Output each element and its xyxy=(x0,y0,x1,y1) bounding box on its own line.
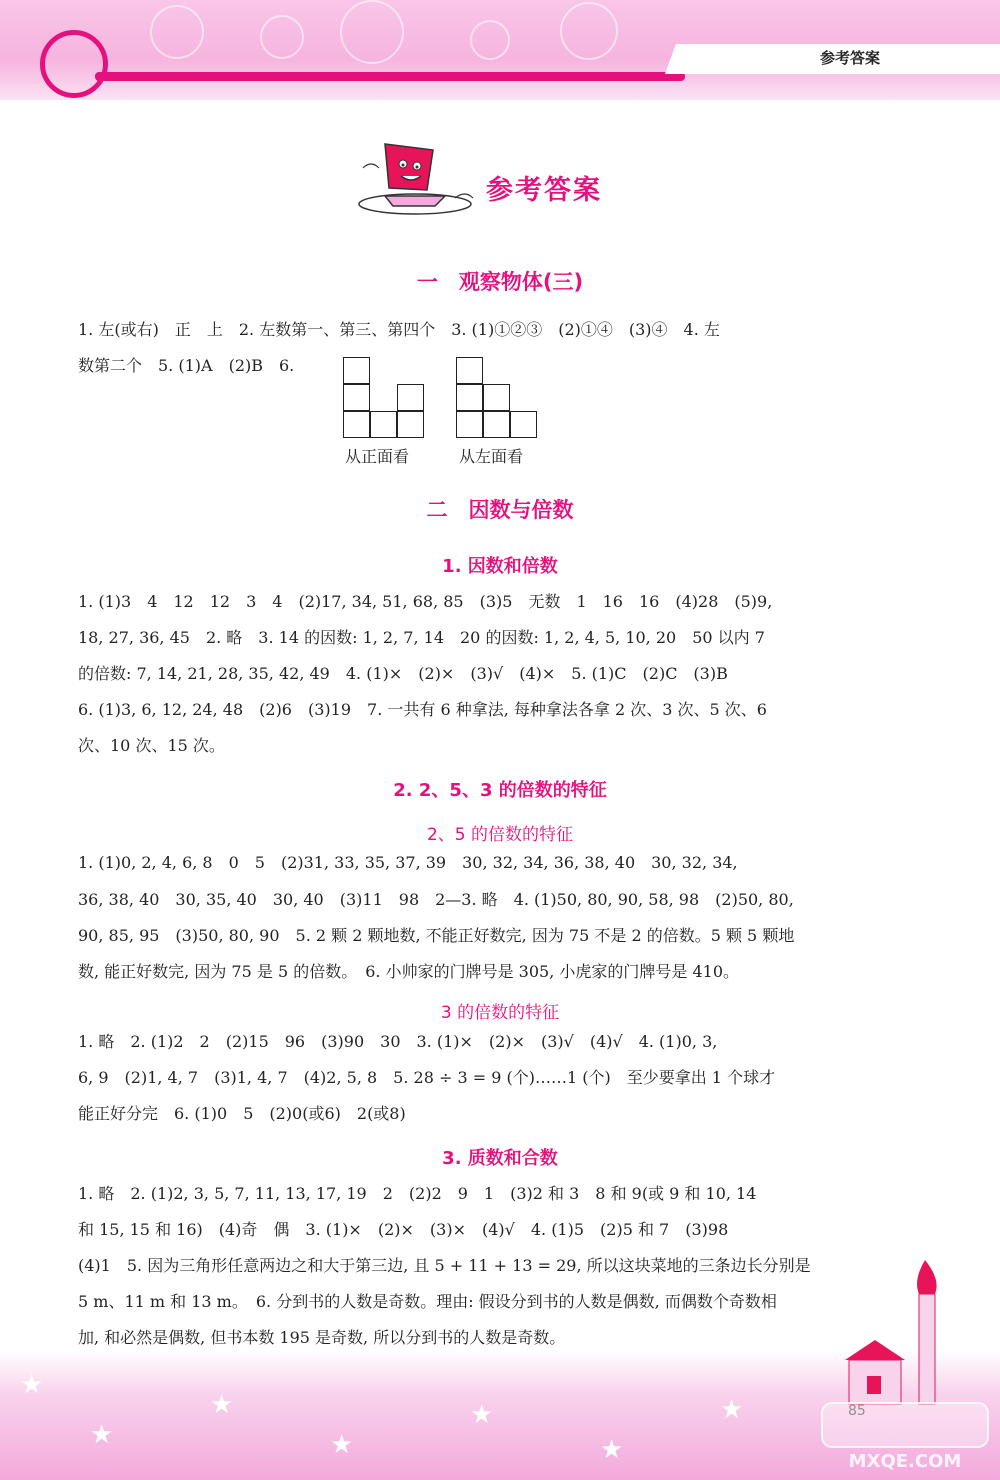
grid-cell xyxy=(370,411,397,438)
grid-cell xyxy=(343,411,370,438)
section-1-line: 6. (1)3, 6, 12, 24, 48 (2)6 (3)19 7. 一共有 6 种拿法, 每种拿法各拿 2 次、3 次、5 次、6 xyxy=(78,700,767,719)
bubble-decoration xyxy=(150,5,204,59)
subsection-2-5-line: 36, 38, 40 30, 35, 40 30, 40 (3)11 98 2—3. 略 4. (1)50, 80, 90, 58, 98 (2)50, 80, xyxy=(78,890,794,909)
grid-cell xyxy=(456,411,483,438)
section-3-line: 5 m、11 m 和 13 m。 6. 分到书的人数是奇数。理由: 假设分到书的人数是偶数, 而偶数个奇数相 xyxy=(78,1292,777,1311)
bubble-decoration xyxy=(560,2,618,60)
section-1-line: 1. (1)3 4 12 12 3 4 (2)17, 34, 51, 68, 85 (3)5 无数 1 16 16 (4)28 (5)9, xyxy=(78,592,773,611)
star-icon: ★ xyxy=(20,1370,44,1400)
grid-cell xyxy=(483,411,510,438)
section-2-heading: 2. 2、5、3 的倍数的特征 xyxy=(393,780,607,801)
subsection-3-line: 能正好分完 6. (1)0 5 (2)0(或6) 2(或8) xyxy=(78,1104,406,1123)
grid-cell xyxy=(456,384,483,411)
section-3-line: 1. 略 2. (1)2, 3, 5, 7, 11, 13, 17, 19 2 (2)2 9 1 (3)2 和 3 8 和 9(或 9 和 10, 14 xyxy=(78,1184,757,1203)
watermark-logo xyxy=(820,1395,990,1475)
section-1-heading: 1. 因数和倍数 xyxy=(442,556,558,577)
section-1-line: 的倍数: 7, 14, 21, 28, 35, 42, 49 4. (1)× (2)× (3)√ (4)× 5. (1)C (2)C (3)B xyxy=(78,664,728,683)
header-label: 参考答案 xyxy=(820,49,881,67)
subsection-3-line: 1. 略 2. (1)2 2 (2)15 96 (3)90 30 3. (1)× (2)× (3)√ (4)√ 4. (1)0, 3, xyxy=(78,1032,718,1051)
subsection-3-heading: 3 的倍数的特征 xyxy=(440,1003,560,1023)
chapter-1-line-2: 数第二个 5. (1)A (2)B 6. xyxy=(78,356,295,375)
left-view-label: 从左面看 xyxy=(459,447,524,466)
page-title: 参考答案 xyxy=(486,175,602,206)
section-1-line: 18, 27, 36, 45 2. 略 3. 14 的因数: 1, 2, 7, 14 20 的因数: 1, 2, 4, 5, 10, 20 50 以内 7 xyxy=(78,628,765,647)
svg-text:MXQE.COM: MXQE.COM xyxy=(848,1451,962,1472)
subsection-2-5-line: 1. (1)0, 2, 4, 6, 8 0 5 (2)31, 33, 35, 37, 39 30, 32, 34, 36, 38, 40 30, 32, 34, xyxy=(78,853,738,872)
bubble-decoration xyxy=(260,15,304,59)
star-icon: ★ xyxy=(600,1435,624,1465)
section-3-heading: 3. 质数和合数 xyxy=(442,1148,558,1169)
star-icon: ★ xyxy=(210,1390,234,1420)
star-icon: ★ xyxy=(720,1395,744,1425)
grid-cell xyxy=(510,411,537,438)
chapter-2-heading: 二 因数与倍数 xyxy=(426,498,574,522)
subsection-3-line: 6, 9 (2)1, 4, 7 (3)1, 4, 7 (4)2, 5, 8 5. 28 ÷ 3 = 9 (个)……1 (个) 至少要拿出 1 个球才 xyxy=(78,1068,776,1087)
header-rule xyxy=(95,72,685,81)
castle-icon xyxy=(835,1250,955,1410)
circle-decoration xyxy=(40,30,108,98)
section-1-line: 次、10 次、15 次。 xyxy=(78,736,225,755)
grid-cell xyxy=(456,357,483,384)
section-3-line: 和 15, 15 和 16) (4)奇 偶 3. (1)× (2)× (3)× (4)√ 4. (1)5 (2)5 和 7 (3)98 xyxy=(78,1220,729,1239)
bubble-decoration xyxy=(340,0,404,64)
front-view-label: 从正面看 xyxy=(345,447,410,466)
section-3-line: (4)1 5. 因为三角形任意两边之和大于第三边, 且 5 + 11 + 13 = 29, 所以这块菜地的三条边长分别是 xyxy=(78,1256,811,1275)
grid-cell xyxy=(343,384,370,411)
star-icon: ★ xyxy=(90,1420,114,1450)
sailboat-logo-icon xyxy=(355,138,485,218)
subsection-2-5-heading: 2、5 的倍数的特征 xyxy=(426,825,574,845)
grid-cell xyxy=(397,384,424,411)
grid-cell xyxy=(397,411,424,438)
subsection-2-5-line: 数, 能正好数完, 因为 75 是 5 的倍数。 6. 小帅家的门牌号是 305, 小虎家的门牌号是 410。 xyxy=(78,962,740,981)
bubble-decoration xyxy=(470,20,510,60)
section-3-line: 加, 和必然是偶数, 但书本数 195 是奇数, 所以分到书的人数是奇数。 xyxy=(78,1328,566,1347)
star-icon: ★ xyxy=(470,1400,494,1430)
header-band xyxy=(0,0,1000,100)
grid-cell xyxy=(343,357,370,384)
chapter-1-line-1: 1. 左(或右) 正 上 2. 左数第一、第三、第四个 3. (1)①②③ (2)①④ (3)④ 4. 左 xyxy=(78,320,720,339)
subsection-2-5-line: 90, 85, 95 (3)50, 80, 90 5. 2 颗 2 颗地数, 不能正好数完, 因为 75 不是 2 的倍数。5 颗 5 颗地 xyxy=(78,926,795,945)
grid-cell xyxy=(483,384,510,411)
star-icon: ★ xyxy=(330,1430,354,1460)
chapter-1-heading: 一 观察物体(三) xyxy=(416,270,584,294)
